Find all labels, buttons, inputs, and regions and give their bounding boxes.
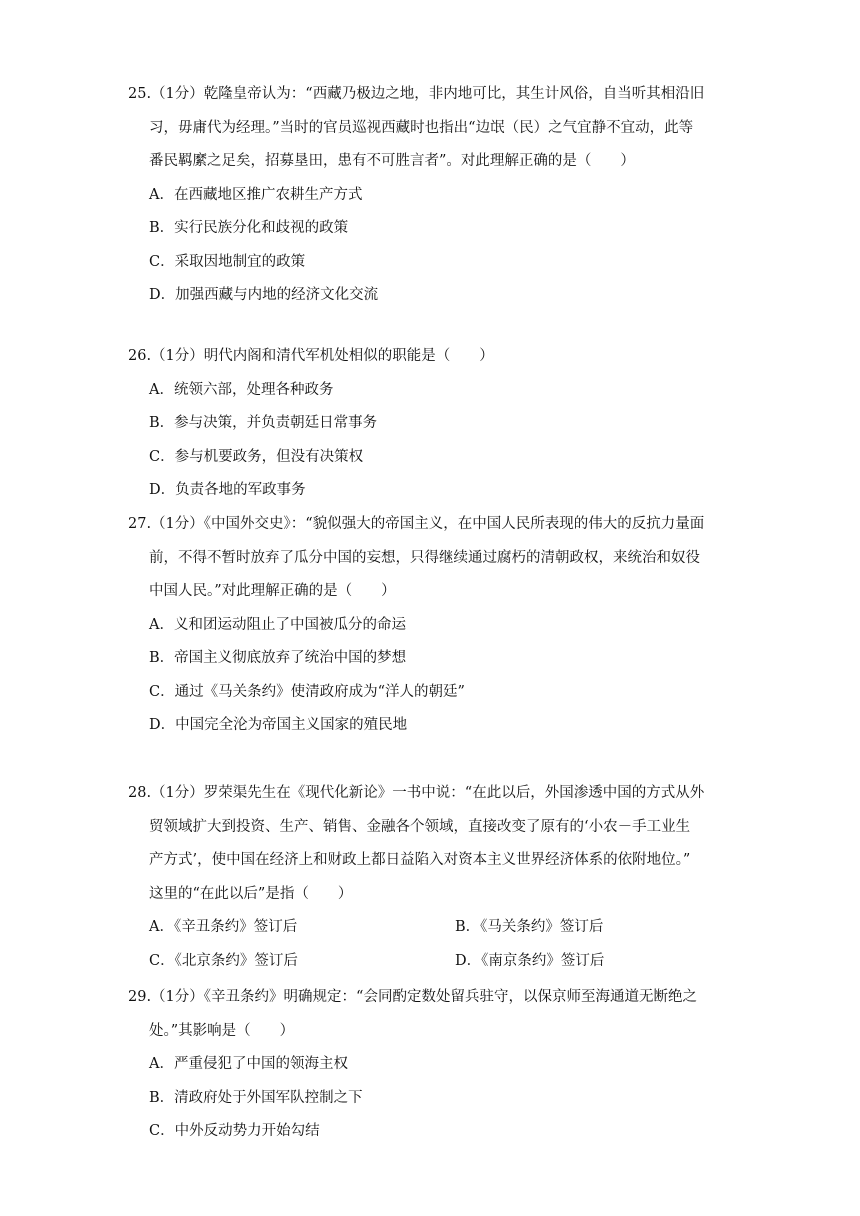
option-row: [128, 911, 740, 945]
question-stem: [128, 78, 740, 179]
stem-line: 25.（1分）乾隆皇帝认为：“西藏乃极边之地，非内地可比，其生计风俗，自当听其相沿旧: [128, 86, 705, 102]
stem-line: 27.（1分）《中国外交史》：“貌似强大的帝国主义，在中国人民所表现的伟大的反抗力量面: [128, 516, 705, 532]
question-stem: [128, 340, 740, 374]
stem-line: 28.（1分）罗荣渠先生在《现代化新论》一书中说：“在此以后，外国渗透中国的方式从外: [128, 785, 705, 801]
stem-line: 中国人民。”对此理解正确的是（ ）: [149, 583, 396, 599]
question-stem: [128, 981, 740, 1048]
stem-line: 番民羁縻之足矣，招募垦田，患有不可胜言者”。对此理解正确的是（ ）: [149, 153, 635, 169]
option-a[interactable]: A．严重侵犯了中国的领海主权: [149, 1056, 348, 1072]
option-b[interactable]: B．《马关条约》签订后: [455, 919, 604, 935]
option-b[interactable]: B．清政府处于外国军队控制之下: [149, 1089, 363, 1106]
stem-line: 29.（1分）《辛丑条约》明确规定：“会同酌定数处留兵驻守，以保京师至海通道无断绝之: [128, 989, 697, 1005]
option-a[interactable]: A．统领六部，处理各种政务: [149, 381, 334, 398]
option-a[interactable]: A．在西藏地区推广农耕生产方式: [149, 186, 363, 203]
option-a[interactable]: A．《辛丑条约》签订后: [149, 919, 298, 935]
option-list: [128, 609, 740, 743]
stem-line: 处。”其影响是（ ）: [149, 1022, 295, 1039]
question-28: [128, 777, 740, 978]
option-list: [128, 374, 740, 508]
option-d[interactable]: D．《南京条约》签订后: [455, 952, 605, 969]
option-b[interactable]: B．参与决策，并负责朝廷日常事务: [149, 415, 378, 431]
option-d[interactable]: D．中国完全沦为帝国主义国家的殖民地: [149, 717, 408, 733]
option-list: [128, 179, 740, 313]
question-27: [128, 508, 740, 743]
option-c[interactable]: C．中外反动势力开始勾结: [149, 1123, 320, 1139]
option-c[interactable]: C．参与机要政务，但没有决策权: [149, 448, 364, 465]
option-d[interactable]: D．负责各地的军政事务: [149, 482, 306, 498]
question-stem: [128, 508, 740, 609]
option-row: [128, 945, 740, 979]
stem-line: 贸领域扩大到投资、生产、销售、金融各个领域，直接改变了原有的‘小农－手工业生: [149, 818, 691, 835]
stem-line: 产方式’，使中国在经济上和财政上都日益陷入对资本主义世界经济体系的依附地位。”: [149, 852, 691, 868]
question-26: [128, 340, 740, 508]
option-d[interactable]: D．加强西藏与内地的经济文化交流: [149, 287, 379, 303]
stem-line: 这里的“在此以后”是指（ ）: [149, 885, 353, 902]
question-29: [128, 981, 740, 1149]
question-stem: [128, 777, 740, 911]
option-c[interactable]: C．《北京条约》签订后: [149, 952, 298, 969]
stem-line: 习，毋庸代为经理。”当时的官员巡视西藏时也指出“边氓（民）之气宜静不宜动，此等: [149, 119, 694, 136]
question-25: [128, 78, 740, 313]
option-a[interactable]: A．义和团运动阻止了中国被瓜分的命运: [149, 616, 406, 633]
option-b[interactable]: B．帝国主义彻底放弃了统治中国的梦想: [149, 650, 407, 666]
option-list: [128, 1048, 740, 1149]
option-c[interactable]: C．通过《马关条约》使清政府成为“洋人的朝廷”: [149, 683, 465, 700]
stem-line: 前，不得不暂时放弃了瓜分中国的妄想，只得继续通过腐朽的清朝政权，来统治和奴役: [149, 549, 700, 566]
option-c[interactable]: C．采取因地制宜的政策: [149, 253, 306, 270]
option-list: [128, 911, 740, 978]
stem-line: 26.（1分）明代内阁和清代军机处相似的职能是（ ）: [128, 348, 494, 364]
option-b[interactable]: B．实行民族分化和歧视的政策: [149, 220, 349, 236]
